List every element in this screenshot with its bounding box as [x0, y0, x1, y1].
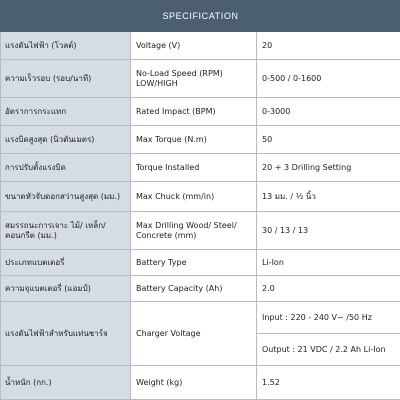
value-impact: 0-3000	[257, 98, 400, 126]
table-row	[1, 276, 400, 302]
en-label-drilling: Max Drilling Wood/ Steel/ Concrete (mm)	[131, 212, 257, 250]
value-battery-type: Li-Ion	[257, 250, 400, 276]
table-row	[1, 126, 400, 154]
en-label-battery-capacity: Battery Capacity (Ah)	[131, 276, 257, 302]
value-charger-input: Input : 220 - 240 V~ /50 Hz	[257, 302, 400, 334]
value-chuck: 13 มม. / ½ นิ้ว	[257, 182, 400, 212]
en-label-battery-type: Battery Type	[131, 250, 257, 276]
value-torque: 50	[257, 126, 400, 154]
table-row	[1, 182, 400, 212]
thai-label-impact: อัตราการกระแทก	[1, 98, 131, 126]
value-drilling: 30 / 13 / 13	[257, 212, 400, 250]
value-battery-capacity: 2.0	[257, 276, 400, 302]
thai-label-battery-capacity: ความจุแบตเตอรี่ (แอมป์)	[1, 276, 131, 302]
thai-label-torque-installed: การปรับตั้งแรงบิด	[1, 154, 131, 182]
en-label-chuck: Max Chuck (mm/in)	[131, 182, 257, 212]
table-row	[1, 212, 400, 250]
table-row	[1, 32, 400, 60]
thai-label-drilling: สมรรถนะการเจาะ ไม้/ เหล็ก/ คอนกรีต (มม.)	[1, 212, 131, 250]
table-row	[1, 366, 400, 400]
table-row	[1, 250, 400, 276]
table-row	[1, 302, 400, 334]
table-row	[1, 154, 400, 182]
value-torque-installed: 20 + 3 Drilling Setting	[257, 154, 400, 182]
table-row	[1, 60, 400, 98]
en-label-torque-installed: Torque Installed	[131, 154, 257, 182]
table-row	[1, 98, 400, 126]
value-weight: 1.52	[257, 366, 400, 400]
table-title: SPECIFICATION	[1, 1, 400, 32]
en-label-speed: No-Load Speed (RPM) LOW/HIGH	[131, 60, 257, 98]
table-header-row	[1, 1, 400, 32]
en-label-charger: Charger Voltage	[131, 302, 257, 366]
en-label-voltage: Voltage (V)	[131, 32, 257, 60]
thai-label-voltage: แรงดันไฟฟ้า (โวลต์)	[1, 32, 131, 60]
thai-label-battery-type: ประเภทแบตเตอรี่	[1, 250, 131, 276]
thai-label-charger: แรงดันไฟฟ้าสำหรับแท่นชาร์จ	[1, 302, 131, 366]
thai-label-chuck: ขนาดหัวจับดอกสว่านสูงสุด (มม.)	[1, 182, 131, 212]
en-label-torque: Max Torque (N.m)	[131, 126, 257, 154]
en-label-weight: Weight (kg)	[131, 366, 257, 400]
value-charger-output: Output : 21 VDC / 2.2 Ah Li-Ion	[257, 334, 400, 366]
thai-label-weight: น้ำหนัก (กก.)	[1, 366, 131, 400]
value-speed: 0-500 / 0-1600	[257, 60, 400, 98]
thai-label-torque: แรงบิดสูงสุด (นิวตันเมตร)	[1, 126, 131, 154]
thai-label-speed: ความเร็วรอบ (รอบ/นาที)	[1, 60, 131, 98]
value-voltage: 20	[257, 32, 400, 60]
en-label-impact: Rated Impact (BPM)	[131, 98, 257, 126]
